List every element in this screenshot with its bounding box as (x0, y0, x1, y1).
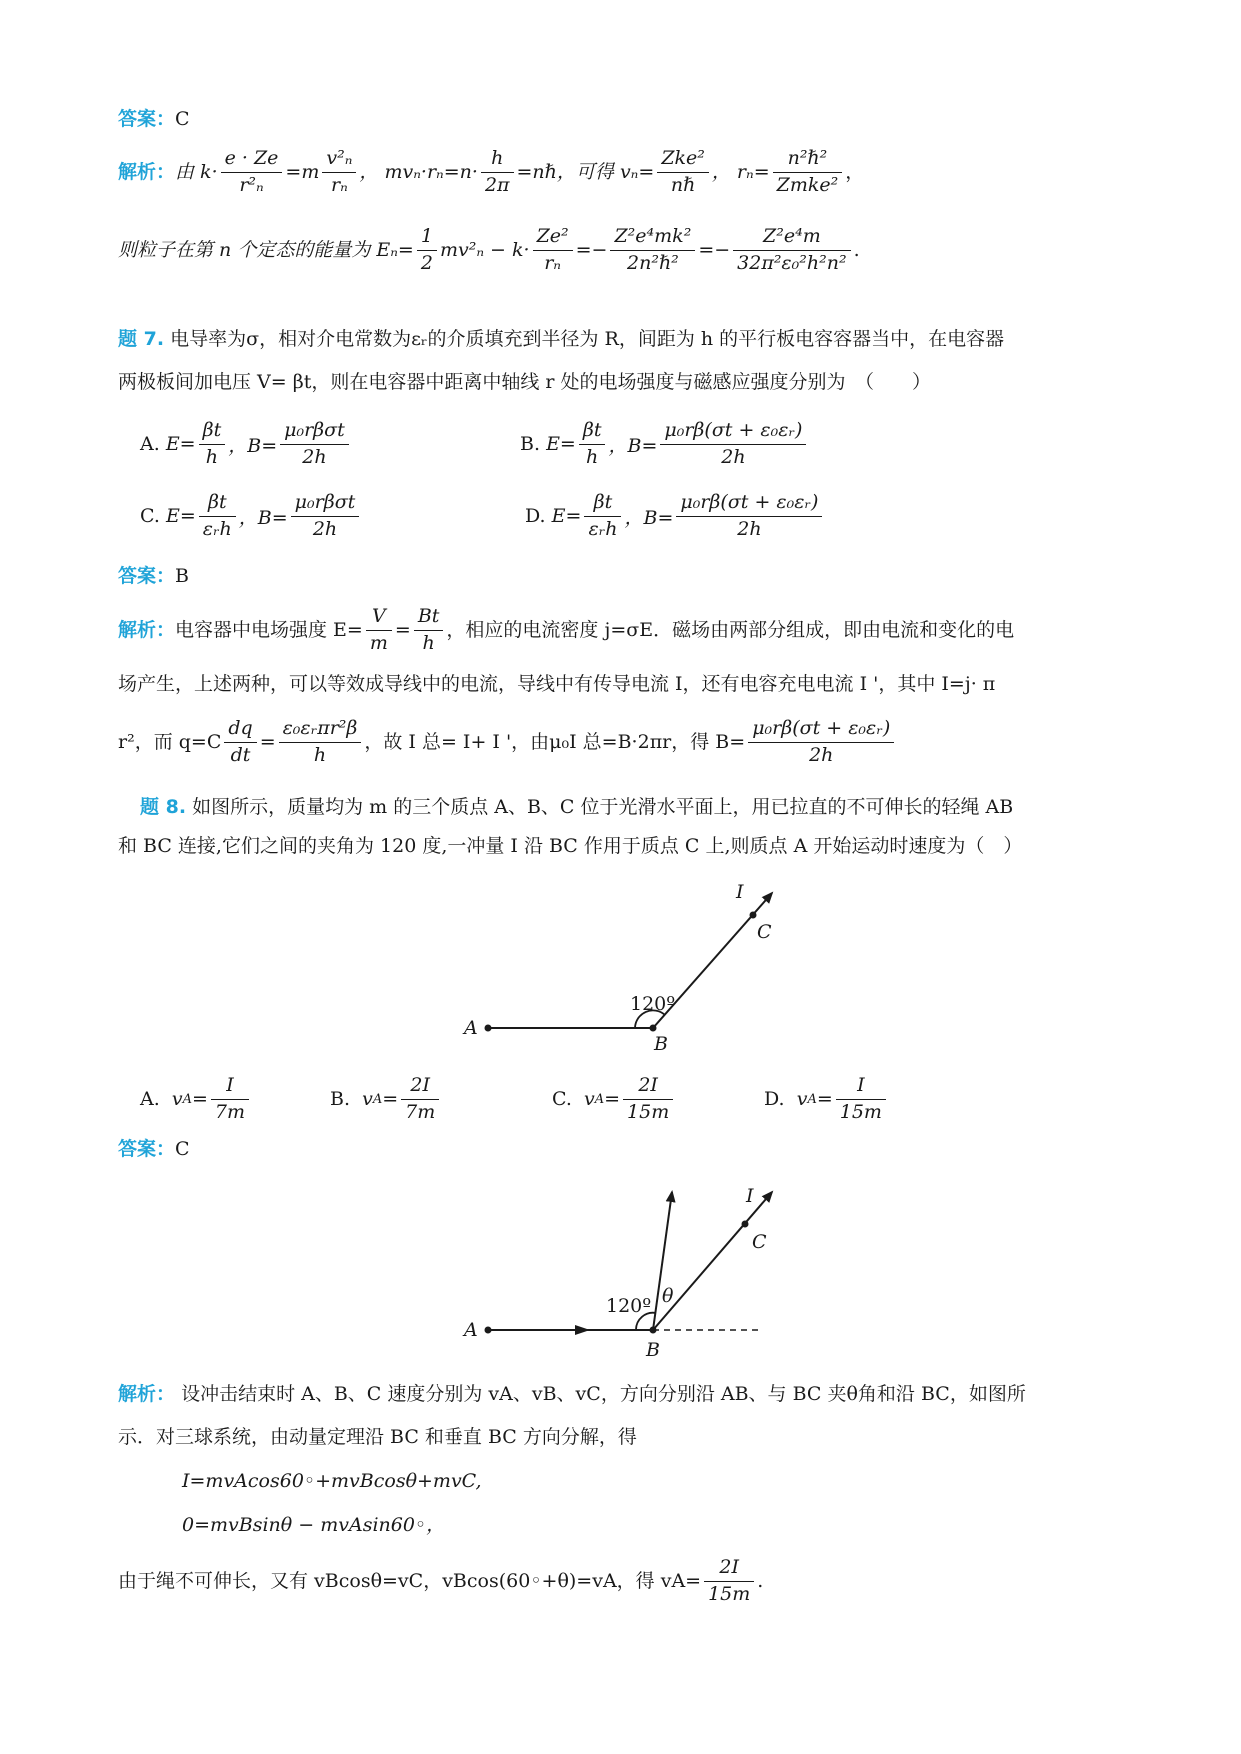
analysis-text: ，故 I 总= I+ I '，由μ₀I 总=B·2πr，得 B= (364, 730, 746, 753)
q8-analysis-line-3 (118, 1555, 763, 1608)
q7-option-d (525, 490, 825, 543)
option-label: D. (764, 1088, 785, 1111)
math-text: = (191, 1088, 208, 1111)
q8-figure-2 (440, 1180, 800, 1370)
fraction: $\frac{\text{Z²e⁴mk²}}{\text{2n²ℏ²}}$ (610, 224, 695, 277)
option-label: B. (330, 1088, 351, 1111)
q8-stem-line-2 (118, 837, 1022, 856)
velocity-a-arrow (575, 1325, 590, 1335)
analysis-text: = (394, 618, 411, 641)
fraction: $\frac{2I}{7m}$ (401, 1073, 439, 1126)
math-text: ， (845, 160, 865, 183)
math-text: ， mvₙ·rₙ=n· (359, 160, 478, 183)
option-label: C. (552, 1088, 572, 1111)
fraction: $\frac{\text{μ₀rβ(σt + ε₀εᵣ)}}{2h}$ (660, 418, 806, 471)
analysis-label: 解析： (118, 160, 176, 183)
fraction: $\frac{2I}{15m}$ (704, 1555, 754, 1608)
q7-text-1: 电导率为σ，相对介电常数为εᵣ的介质填充到半径为 R，间距为 h 的平行板电容容器当中，在电容器 (170, 328, 1005, 350)
fraction: $\frac{\text{Z²e⁴m}}{\text{32π²ε₀²h²n²}}$ (733, 224, 850, 277)
q8-stem-line-1 (140, 798, 1013, 817)
point-a (485, 1025, 492, 1032)
q7-text-2: 两极板间加电压 V= βt，则在电容器中距离中轴线 r 处的电场强度与磁感应强度分别为 （ ） (118, 371, 932, 393)
math-text: =− (575, 238, 608, 261)
label-angle: 120º (630, 993, 676, 1015)
q8-equation-2 (182, 1516, 445, 1535)
q7-stem-line-1 (118, 330, 1004, 349)
analysis-text: . (757, 1569, 764, 1592)
math-text: ，B= (228, 434, 278, 457)
label-angle: 120º (606, 1295, 652, 1317)
q8-text-2: 和 BC 连接,它们之间的夹角为 120 度,一冲量 I 沿 BC 作用于质点 C 上,则质点 A 开始运动时速度为（ ） (118, 835, 1023, 857)
label-theta: θ (662, 1285, 674, 1307)
fraction: $\frac{dq}{dt}$ (224, 716, 256, 769)
fraction: $\frac{\beta t}{h}$ (199, 418, 226, 471)
option-label: D. (525, 505, 546, 528)
label-i: I (736, 881, 744, 903)
equation-text: I=mvAcos60◦+mvBcosθ+mvC, (182, 1470, 482, 1492)
fraction: $\frac{1}{2}$ (417, 224, 437, 277)
math-text: mv²ₙ − k· (439, 238, 530, 261)
fraction: $\frac{V}{m}$ (366, 604, 392, 657)
analysis-text: 设冲击结束时 A、B、C 速度分别为 vA、vB、vC，方向分别沿 AB、与 BC 夹θ角和沿 BC，如图所 (181, 1383, 1026, 1405)
analysis-text: 场产生，上述两种，可以等效成导线中的电流，导线中有传导电流 I，还有电容充电电流 I '，其中 I=j· π (118, 673, 996, 695)
q8-option-b (330, 1073, 442, 1126)
math-sub: A (807, 1091, 817, 1107)
q8-answer-line (118, 1140, 190, 1159)
math-text: ，B= (238, 506, 288, 529)
equation-text: 0=mvBsinθ − mvAsin60◦， (182, 1514, 446, 1536)
q8-equation-1 (182, 1472, 482, 1491)
fraction: $\frac{Bt}{h}$ (414, 604, 444, 657)
q7-option-b (520, 418, 809, 471)
q7-answer-line (118, 567, 189, 586)
option-label: A. (140, 1088, 160, 1111)
q8-option-a (140, 1073, 252, 1126)
q8-text-1: 如图所示，质量均为 m 的三个质点 A、B、C 位于光滑水平面上，用已拉直的不可伸长的轻绳 AB (192, 796, 1014, 818)
fraction: $\frac{I}{7m}$ (211, 1073, 249, 1126)
label-i: I (746, 1185, 754, 1207)
point-c (750, 912, 757, 919)
fraction: $\frac{\text{n²ℏ²}}{\text{Zmke²}}$ (773, 146, 843, 199)
velocity-b-arrow (653, 1192, 672, 1330)
label-b: B (654, 1033, 668, 1055)
math-text: . (853, 238, 860, 261)
label-c: C (757, 921, 772, 943)
q8-analysis-line-1 (118, 1385, 1026, 1404)
q8-figure-1 (440, 880, 800, 1070)
q8-option-d (764, 1073, 889, 1126)
q8-option-c (552, 1073, 676, 1126)
math-text: E= (546, 433, 576, 456)
fraction: $\frac{\text{Zke²}}{\text{nℏ}}$ (657, 146, 709, 199)
math-text: ，B= (624, 506, 674, 529)
analysis-label: 解析： (118, 1383, 176, 1405)
prev-analysis-line-2 (118, 224, 860, 277)
fraction: $\frac{\beta t}{\text{εᵣh}}$ (584, 490, 621, 543)
fraction: $\frac{2I}{15m}$ (623, 1073, 673, 1126)
q7-option-a (140, 418, 352, 471)
analysis-text: ，相应的电流密度 j=σE．磁场由两部分组成，即由电流和变化的电 (446, 618, 1015, 641)
answer-label: 答案： (118, 108, 176, 130)
prev-analysis-line-1 (118, 146, 864, 199)
answer-label: 答案： (118, 1138, 176, 1160)
fraction: $\frac{\text{μ₀rβ(σt + ε₀εᵣ)}}{2h}$ (748, 716, 894, 769)
rope-bc (653, 1192, 772, 1330)
fraction: $\frac{I}{15m}$ (836, 1073, 886, 1126)
q7-label: 题 7. (118, 328, 165, 350)
math-text: v (171, 1088, 183, 1111)
math-text: v (362, 1088, 373, 1111)
math-text: 则粒子在第 n 个定态的能量为 Eₙ= (118, 238, 414, 261)
option-label: C. (140, 505, 160, 528)
fraction: $\frac{\beta t}{\text{εᵣh}}$ (199, 490, 236, 543)
analysis-text: 示．对三球系统，由动量定理沿 BC 和垂直 BC 方向分解，得 (118, 1426, 637, 1448)
answer-value: C (175, 108, 190, 130)
point-b (650, 1025, 657, 1032)
label-c: C (752, 1231, 767, 1253)
fraction: $\frac{h}{2\pi}$ (481, 146, 514, 199)
math-text: v (796, 1088, 808, 1111)
math-text: = (816, 1088, 833, 1111)
answer-label: 答案： (118, 565, 176, 587)
analysis-text: 电容器中电场强度 E= (175, 618, 363, 641)
math-text: 由 k· (175, 160, 218, 183)
option-label: A. (140, 433, 160, 456)
label-b: B (646, 1339, 660, 1361)
math-sub: A (594, 1091, 605, 1107)
analysis-label: 解析： (118, 618, 176, 641)
q7-analysis-line-1 (118, 604, 1014, 657)
fraction: $\frac{\beta t}{h}$ (579, 418, 606, 471)
fraction: $\frac{\text{Ze²}}{\text{rₙ}}$ (533, 224, 573, 277)
analysis-text: 由于绳不可伸长，又有 vBcosθ=vC，vBcos(60◦+θ)=vA，得 vA= (118, 1569, 702, 1592)
math-text: =nℏ，可得 vₙ= (516, 160, 655, 183)
math-text: E= (165, 433, 196, 456)
math-text: = (382, 1088, 399, 1111)
math-sub: A (372, 1091, 383, 1107)
math-text: v (584, 1088, 595, 1111)
label-a: A (464, 1017, 478, 1039)
math-text: ，B= (608, 434, 658, 457)
label-a: A (464, 1319, 478, 1341)
fraction: $\frac{\text{μ₀rβσt}}{2h}$ (291, 490, 360, 543)
point-a (485, 1327, 492, 1334)
point-c (742, 1221, 749, 1228)
q8-label: 题 8. (140, 796, 187, 818)
q7-analysis-line-3 (118, 716, 897, 769)
fraction: $\frac{\text{v²ₙ}}{\text{rₙ}}$ (322, 146, 356, 199)
fraction: $\frac{\text{μ₀rβ(σt + ε₀εᵣ)}}{2h}$ (676, 490, 822, 543)
math-sub: A (182, 1091, 192, 1107)
option-label: B. (520, 433, 541, 456)
math-text: E= (551, 505, 582, 528)
point-b (650, 1327, 657, 1334)
analysis-text: = (259, 730, 276, 753)
q8-analysis-line-2 (118, 1428, 637, 1447)
math-text: = (604, 1088, 621, 1111)
fraction: $\frac{\text{ε₀εᵣπr²β}}{h}$ (279, 716, 362, 769)
analysis-text: r²，而 q=C (118, 730, 222, 753)
math-text: =m (285, 160, 320, 183)
math-text: ， rₙ= (711, 160, 770, 183)
math-text: E= (165, 505, 196, 528)
q7-analysis-line-2 (118, 675, 995, 694)
q7-stem-line-2 (118, 373, 931, 392)
prev-answer-line (118, 110, 190, 129)
q7-option-c (140, 490, 362, 543)
answer-value: C (175, 1138, 190, 1160)
math-text: =− (698, 238, 731, 261)
fraction: $\frac{\text{μ₀rβσt}}{2h}$ (280, 418, 349, 471)
fraction: $\frac{e \cdot Ze}{\text{r²ₙ}}$ (221, 146, 283, 199)
answer-value: B (175, 565, 189, 587)
